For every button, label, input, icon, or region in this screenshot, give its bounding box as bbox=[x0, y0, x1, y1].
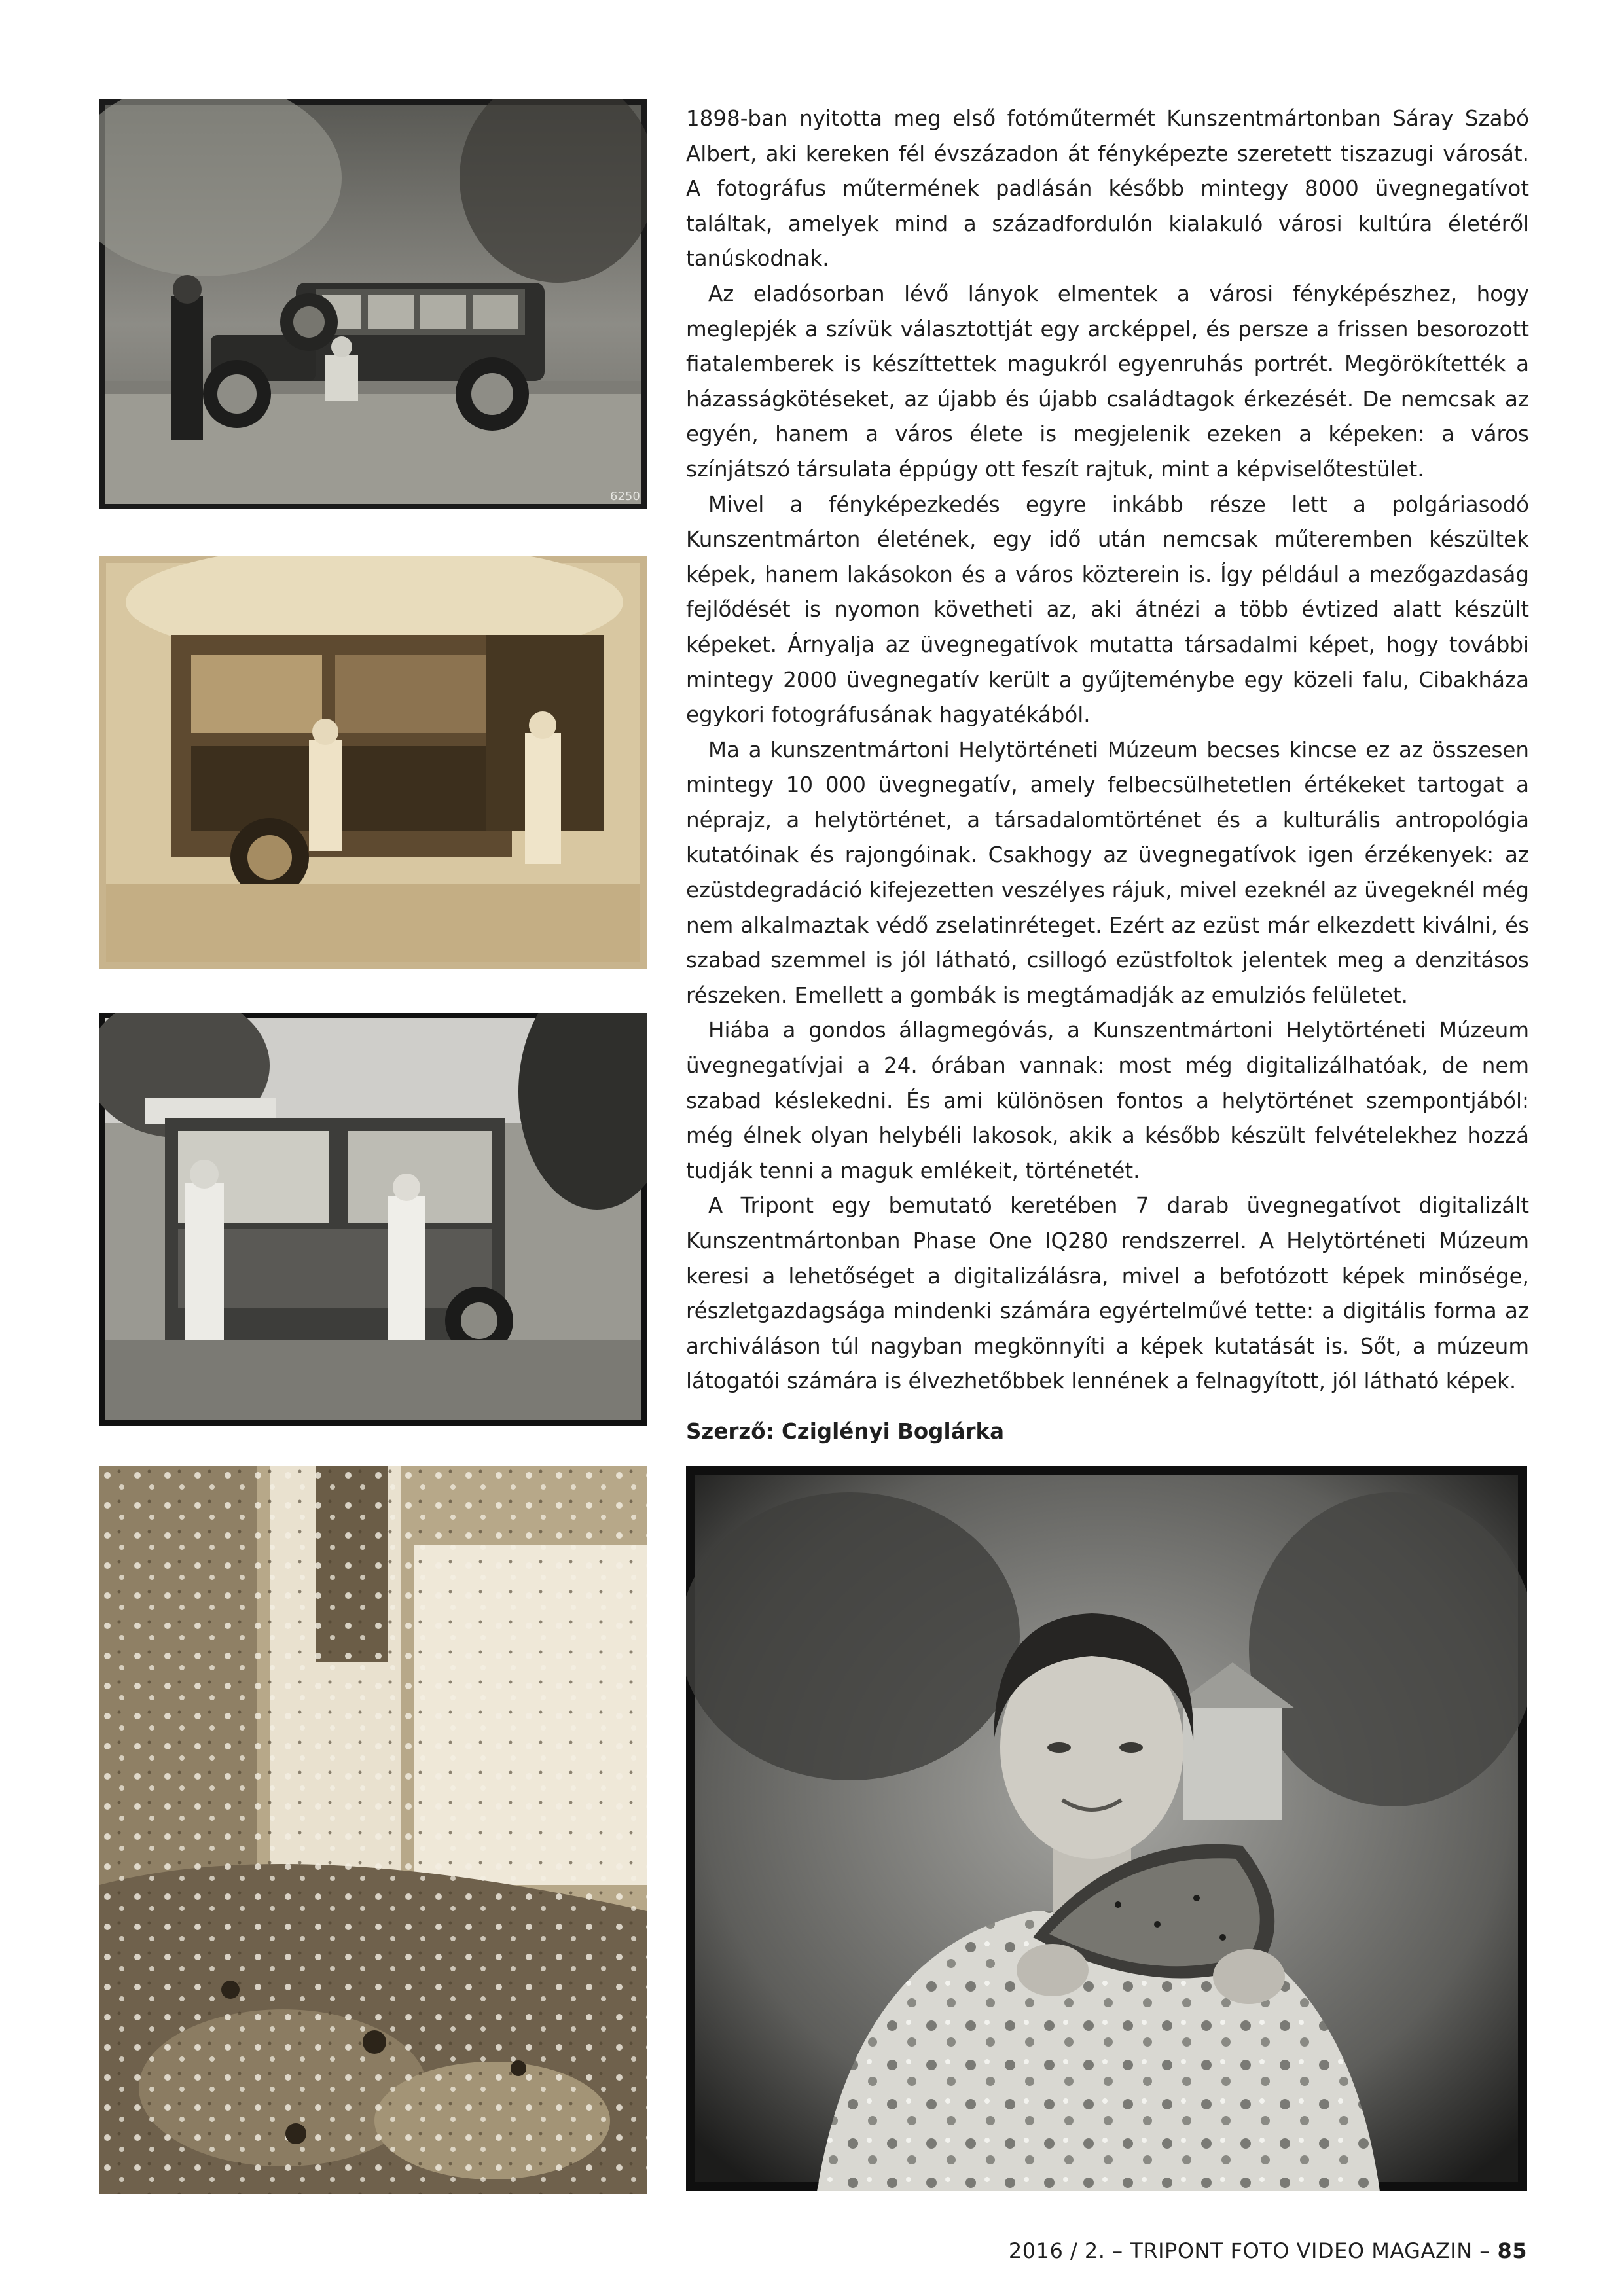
author-credit: Szerző: Cziglényi Boglárka bbox=[686, 1419, 1005, 1444]
article-paragraph: A Tripont egy bemutató keretében 7 darab üvegnegatívot digitalizált Kunszentmártonban Phase One IQ280 rendszerrel. A Helytörténeti Múzeum keresi a lehetőséget a digitalizálásra, mivel a befotózott képek minősége, részletgazdagsága mindenki számára egyértelművé tette: a digitális forma az archiváláson túl nagyban megkönnyíti a képek kutatását is. Sőt, a múzeum látogatói számára is élvezhetőbbek lennének a felnagyított, jól látható képek. bbox=[686, 1193, 1529, 1394]
photo-threshing-machine-sepia bbox=[99, 556, 647, 969]
issue-label: 2016 / 2. – TRIPONT FOTO VIDEO MAGAZIN – bbox=[1008, 2238, 1490, 2263]
page-footer bbox=[1009, 2238, 1527, 2263]
article-paragraph: Ma a kunszentmártoni Helytörténeti Múzeum becses kincse ez az összesen mintegy 10 000 üvegnegatív, amely felbecsülhetetlen értékeket tartogat a néprajz, a helytörténet, a társadalomtörténet és a kulturális antropológia kutatóinak és rajongóinak. Csakhogy az üvegnegatívok igen érzékenyek: az ezüstdegradáció kifejezetten veszélyes rájuk, mivel ezeknél az üvegeknél még nem alkalmaztak védő zselatinréteget. Ezért az ezüst már elkezdett kiválni, és szabad szemmel is jól látható, csillogó ezüstfoltok jelentek meg a denzitásos részeken. Emellett a gombák is megtámadják az emulziós felületet. bbox=[686, 737, 1529, 1008]
article-paragraph: Hiába a gondos állagmegóvás, a Kunszentmártoni Helytörténeti Múzeum üvegnegatívjai a 24. órában vannak: most még digitalizálhatóak, de nem szabad késlekedni. És ami különösen fontos a helytörténet szempontjából: még élnek olyan helybéli lakosok, akik a később készült felvételekhez hozzá tudják tenni a maguk emlékeit, történetét. bbox=[686, 1018, 1529, 1183]
article-paragraph: Az eladósorban lévő lányok elmentek a városi fényképészhez, hogy meglepjék a szívük választottját egy arcképpel, és persze a frissen besorozott fiatalemberek is készíttettek magukról egyenruhás portrét. Megörökítették a házasságkötéseket, az újabb és újabb családtagok érkezését. De nemcsak az egyén, hanem a város élete is megjelenik ezeken a képeken: a város színjátszó társulata éppúgy ott feszít rajtuk, mint a képviselőtestület. bbox=[686, 281, 1529, 482]
article-paragraph: Mivel a fényképezkedés egyre inkább része lett a polgáriasodó Kunszentmárton életének, egy idő után nemcsak műteremben készültek képek, hanem lakásokon és a város közterein is. Így például a mezőgazdaság fejlődését is nyomon követheti az, aki átnézi a több évtized alatt készült képeket. Árnyalja az üvegnegatívok mutatta társadalmi képet, hogy további mintegy 2000 üvegnegatív került a gyűjteménybe egy közeli falu, Cibakháza egykori fotográfusának hagyatékából. bbox=[686, 492, 1529, 728]
svg-text:6250: 6250 bbox=[610, 490, 640, 503]
article-paragraph: 1898-ban nyitotta meg első fotóműtermét Kunszentmártonban Sáray Szabó Albert, aki kereken fél évszázadon át fényképezte szeretett tiszazugi városát. A fotográfus műtermének padlásán később mintegy 8000 üvegnegatívot találtak, amelyek mind a századfordulón kialakuló városi kultúra életéről tanúskodnak. bbox=[686, 106, 1529, 272]
photo-vintage-car bbox=[99, 99, 647, 509]
photo-woman-watermelon bbox=[686, 1466, 1527, 2191]
page-number: 85 bbox=[1497, 2238, 1527, 2263]
article-body bbox=[686, 101, 1529, 1399]
photo-damaged-emulsion bbox=[99, 1466, 647, 2194]
photo-threshing-machine-bw bbox=[99, 1013, 647, 1426]
